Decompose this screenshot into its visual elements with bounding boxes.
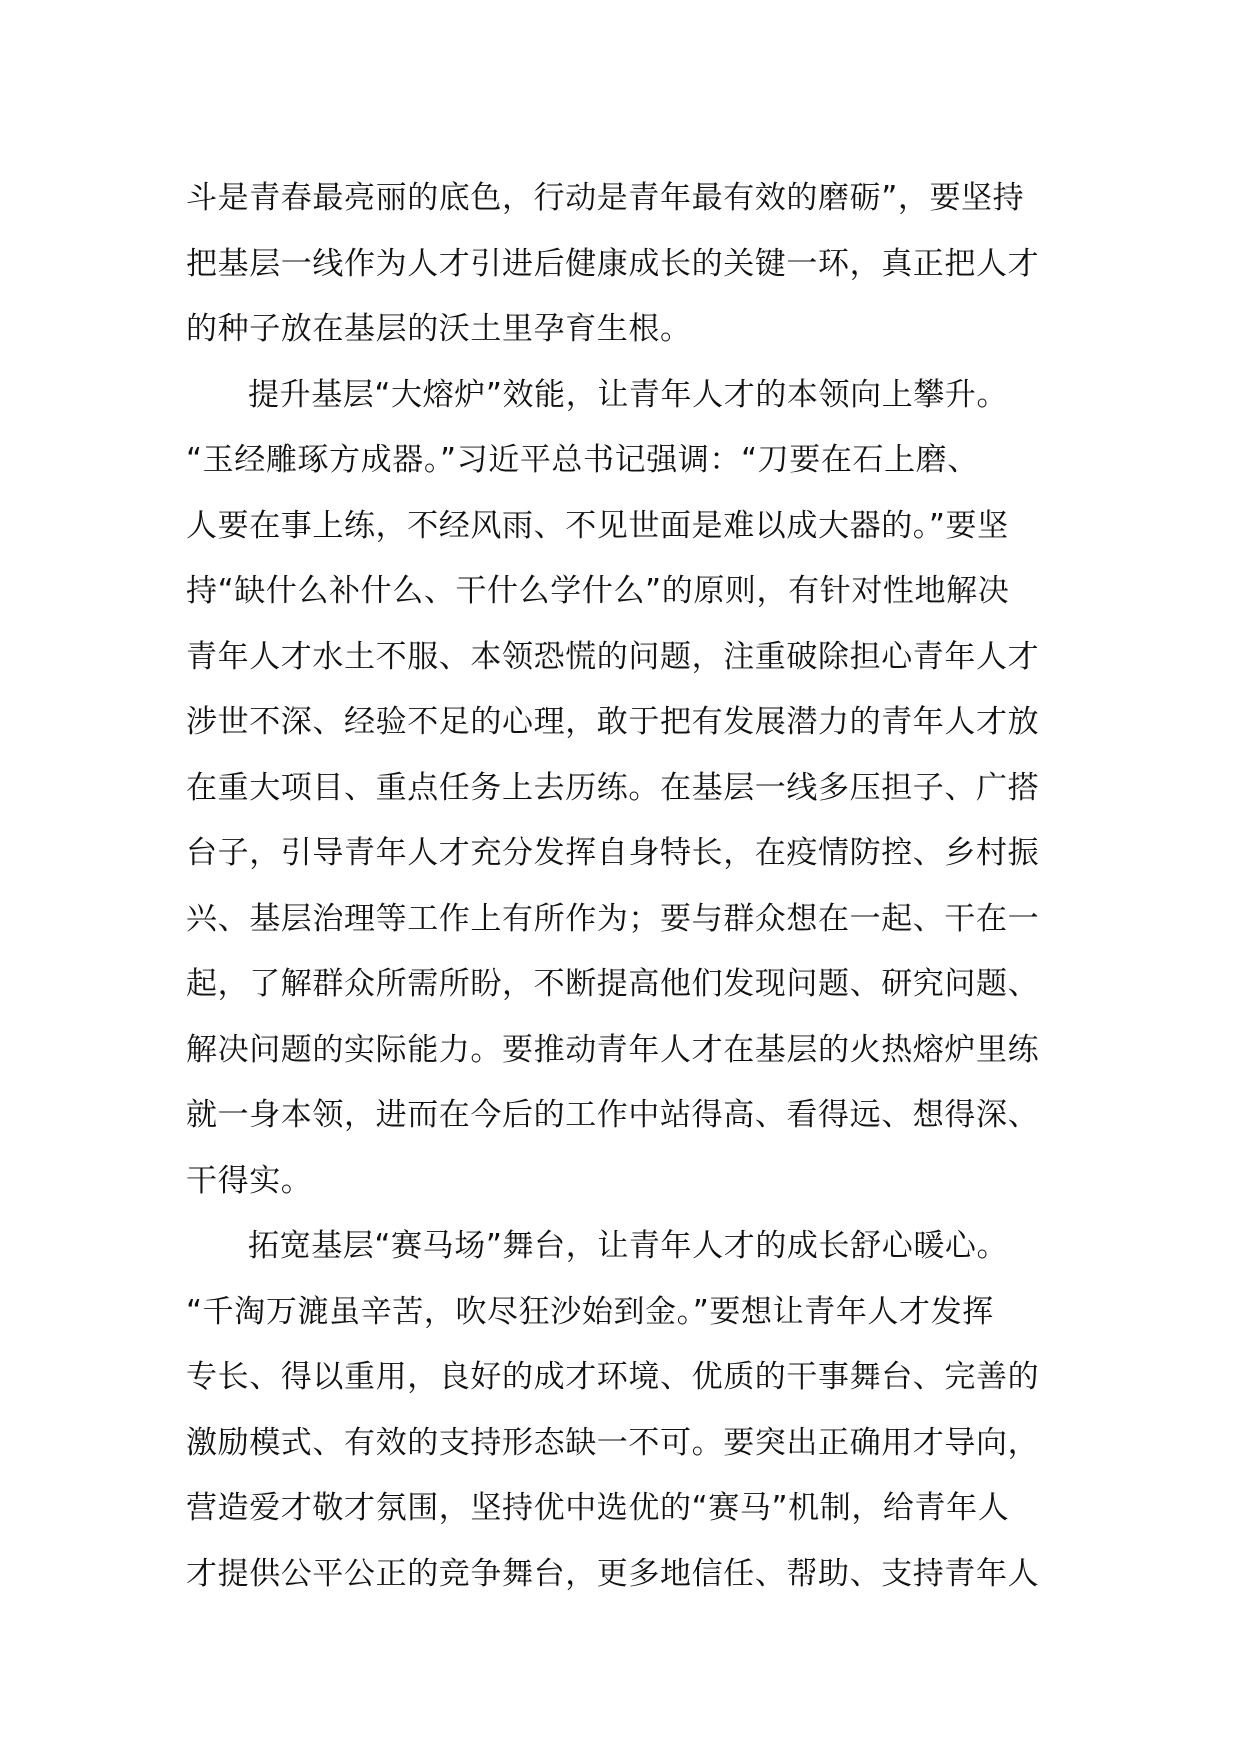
text-line: 斗是青春最亮丽的底色，行动是青年最有效的磨砺”，要坚持: [186, 180, 1025, 216]
text-line: 起，了解群众所需所盼，不断提高他们发现问题、研究问题、: [186, 966, 1040, 1002]
paragraph-first-line: 提升基层“大熔炉”效能，让青年人才的本领向上攀升。: [248, 376, 1009, 413]
text-line: 专长、得以重用，良好的成才环境、优质的干事舞台、完善的: [186, 1359, 1040, 1395]
text-line: 干得实。: [186, 1162, 313, 1199]
text-line: 人要在事上练，不经风雨、不见世面是难以成大器的。”要坚: [186, 507, 1009, 544]
text-line: 在重大项目、重点任务上去历练。在基层一线多压担子、广搭: [186, 769, 1040, 806]
text-line: “玉经雕琢方成器。”习近平总书记强调：“刀要在石上磨、: [186, 442, 979, 478]
text-line: 涉世不深、经验不足的心理，敢于把有发展潜力的青年人才放: [186, 704, 1040, 740]
text-line: 的种子放在基层的沃土里孕育生根。: [186, 311, 692, 347]
text-line: 兴、基层治理等工作上有所作为；要与群众想在一起、干在一: [186, 900, 1040, 937]
text-line: “千淘万漉虽辛苦，吹尽狂沙始到金。”要想让青年人才发挥: [186, 1293, 994, 1330]
text-line: 激励模式、有效的支持形态缺一不可。要突出正确用才导向，: [186, 1424, 1040, 1461]
text-line: 营造爱才敬才氛围，坚持优中选优的“赛马”机制，给青年人: [186, 1490, 1010, 1526]
text-line: 持“缺什么补什么、干什么学什么”的原则，有针对性地解决: [186, 573, 1010, 609]
text-line: 就一身本领，进而在今后的工作中站得高、看得远、想得深、: [186, 1097, 1040, 1133]
text-line: 把基层一线作为人才引进后健康成长的关键一环，真正把人才: [186, 245, 1040, 282]
body-text: [186, 166, 1066, 1607]
text-line: 才提供公平公正的竞争舞台，更多地信任、帮助、支持青年人: [186, 1555, 1040, 1592]
text-line: 台子，引导青年人才充分发挥自身特长，在疫情防控、乡村振: [186, 835, 1040, 871]
paragraph-first-line: 拓宽基层“赛马场”舞台，让青年人才的成长舒心暖心。: [248, 1228, 1009, 1264]
text-line: 青年人才水土不服、本领恐慌的问题，注重破除担心青年人才: [186, 638, 1040, 675]
text-line: 解决问题的实际能力。要推动青年人才在基层的火热熔炉里练: [186, 1031, 1040, 1068]
